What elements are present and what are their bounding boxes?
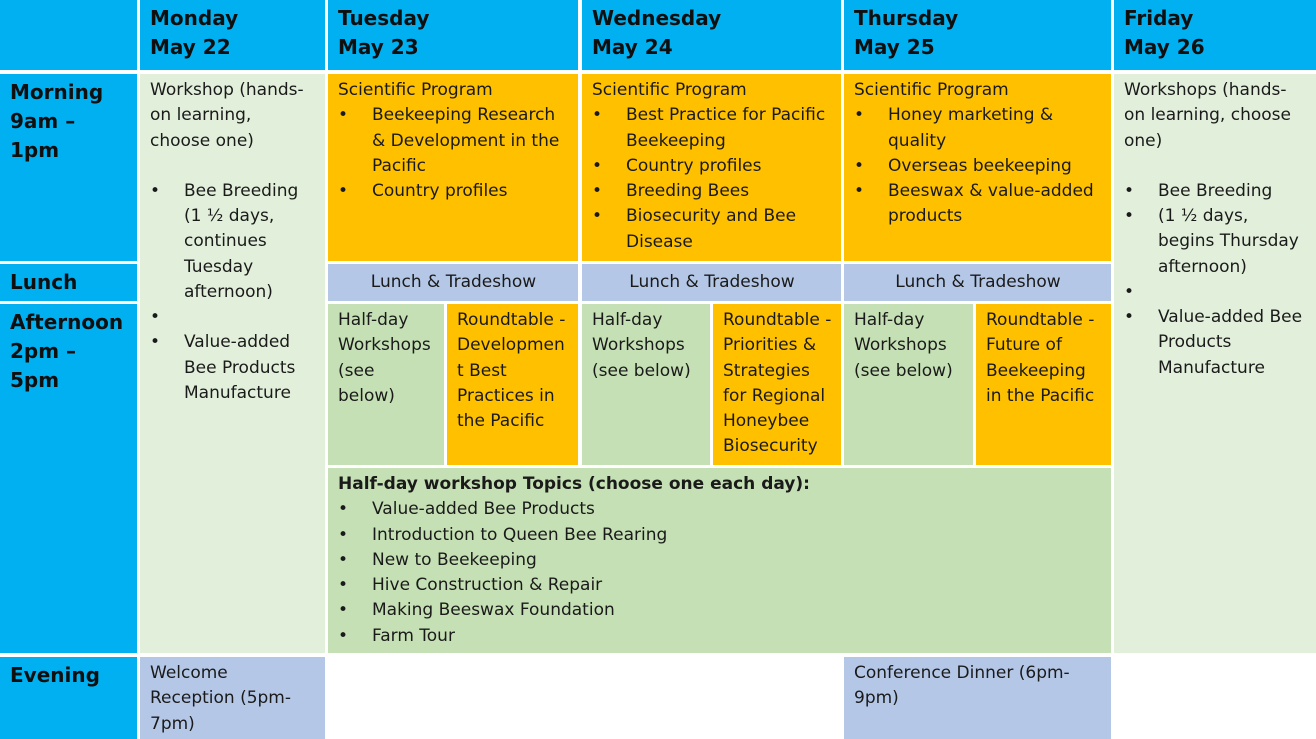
lunch-label: Lunch & Tradeshow	[629, 272, 795, 292]
list-item: • Value-added Bee Products Manufacture	[150, 330, 316, 406]
scientific-program-title: Scientific Program	[338, 80, 493, 100]
tuesday-roundtable-cell	[447, 304, 578, 465]
list-item: • Beekeeping Research & Development in the Pacific	[338, 103, 569, 179]
thursday-roundtable-cell	[976, 304, 1111, 465]
roundtable-label: Roundtable - Developmen t Best Practices in the Pacific	[457, 310, 566, 432]
list-item: • Bee Breeding (1 ½ days, continues Tuesday afternoon)	[150, 179, 316, 305]
tuesday-morning-cell	[328, 74, 578, 261]
header-friday	[1114, 0, 1316, 70]
day-date: May 24	[592, 35, 673, 59]
header-wednesday	[582, 0, 841, 70]
friday-workshop-cell	[1114, 74, 1316, 653]
list-item: • Country profiles	[592, 154, 832, 179]
row-label-evening	[0, 657, 137, 739]
friday-workshop-title: Workshops (hands-on learning, choose one)	[1124, 80, 1291, 151]
list-item: • Honey marketing & quality	[854, 103, 1102, 154]
header-monday	[140, 0, 325, 70]
thursday-morning-list	[854, 103, 1102, 229]
monday-workshop-list	[150, 179, 316, 406]
row-label-time: 2pm – 5pm	[10, 339, 77, 392]
row-label-text: Morning	[10, 80, 104, 104]
list-item: • Best Practice for Pacific Beekeeping	[592, 103, 832, 154]
roundtable-label: Roundtable - Priorities & Strategies for Regional Honeybee Biosecurity	[723, 310, 832, 457]
thursday-lunch-cell	[844, 264, 1111, 301]
workshop-topics-title: Half-day workshop Topics (choose one each day):	[338, 474, 810, 494]
tuesday-workshops-cell	[328, 304, 444, 465]
row-label-time: 9am – 1pm	[10, 109, 76, 162]
day-name: Monday	[150, 6, 239, 30]
monday-evening-cell	[140, 657, 325, 739]
workshops-label: Half-day Workshops (see below)	[854, 310, 953, 381]
welcome-reception-label: Welcome Reception (5pm-7pm)	[150, 663, 292, 734]
list-item: • Introduction to Queen Bee Rearing	[338, 523, 1102, 548]
header-tuesday	[328, 0, 578, 70]
wednesday-roundtable-cell	[713, 304, 841, 465]
day-date: May 26	[1124, 35, 1205, 59]
day-name: Friday	[1124, 6, 1194, 30]
wednesday-workshops-cell	[582, 304, 710, 465]
scientific-program-title: Scientific Program	[854, 80, 1009, 100]
day-name: Wednesday	[592, 6, 722, 30]
list-item: • Making Beeswax Foundation	[338, 598, 1102, 623]
row-label-text: Lunch	[10, 270, 78, 294]
list-item: • Beeswax & value-added products	[854, 179, 1102, 230]
list-item: • Value-added Bee Products Manufacture	[1124, 305, 1307, 381]
row-label-afternoon	[0, 304, 137, 653]
conference-dinner-label: Conference Dinner (6pm-9pm)	[854, 663, 1070, 709]
monday-workshop-cell	[140, 74, 325, 653]
wednesday-morning-list	[592, 103, 832, 255]
workshops-label: Half-day Workshops (see below)	[592, 310, 691, 381]
list-item: • Farm Tour	[338, 624, 1102, 649]
list-item: • (1 ½ days, begins Thursday afternoon)	[1124, 204, 1307, 280]
workshop-topics-list	[338, 497, 1102, 649]
row-label-lunch	[0, 264, 137, 301]
list-item: • Value-added Bee Products	[338, 497, 1102, 522]
header-corner	[0, 0, 137, 70]
list-item: • Breeding Bees	[592, 179, 832, 204]
list-item: • Overseas beekeeping	[854, 154, 1102, 179]
wednesday-lunch-cell	[582, 264, 841, 301]
friday-workshop-list	[1124, 179, 1307, 381]
wednesday-morning-cell	[582, 74, 841, 261]
list-item: • Biosecurity and Bee Disease	[592, 204, 832, 255]
thursday-morning-cell	[844, 74, 1111, 261]
list-item: • New to Beekeeping	[338, 548, 1102, 573]
monday-workshop-title: Workshop (hands-on learning, choose one)	[150, 80, 304, 151]
workshops-label: Half-day Workshops (see below)	[338, 310, 431, 406]
header-thursday	[844, 0, 1111, 70]
day-name: Thursday	[854, 6, 959, 30]
scientific-program-title: Scientific Program	[592, 80, 747, 100]
list-item: • Country profiles	[338, 179, 569, 204]
list-item: • Hive Construction & Repair	[338, 573, 1102, 598]
lunch-label: Lunch & Tradeshow	[370, 272, 537, 292]
day-date: May 25	[854, 35, 935, 59]
list-item: • Bee Breeding	[1124, 179, 1307, 204]
day-date: May 23	[338, 35, 419, 59]
tuesday-morning-list	[338, 103, 569, 204]
day-name: Tuesday	[338, 6, 430, 30]
workshop-topics-cell	[328, 468, 1111, 653]
row-label-text: Afternoon	[10, 310, 124, 334]
tuesday-lunch-cell	[328, 264, 578, 301]
row-label-morning	[0, 74, 137, 261]
row-label-text: Evening	[10, 663, 100, 687]
thursday-evening-cell	[844, 657, 1111, 739]
day-date: May 22	[150, 35, 231, 59]
lunch-label: Lunch & Tradeshow	[895, 272, 1061, 292]
roundtable-label: Roundtable - Future of Beekeeping in the Pacific	[986, 310, 1095, 406]
thursday-workshops-cell	[844, 304, 973, 465]
